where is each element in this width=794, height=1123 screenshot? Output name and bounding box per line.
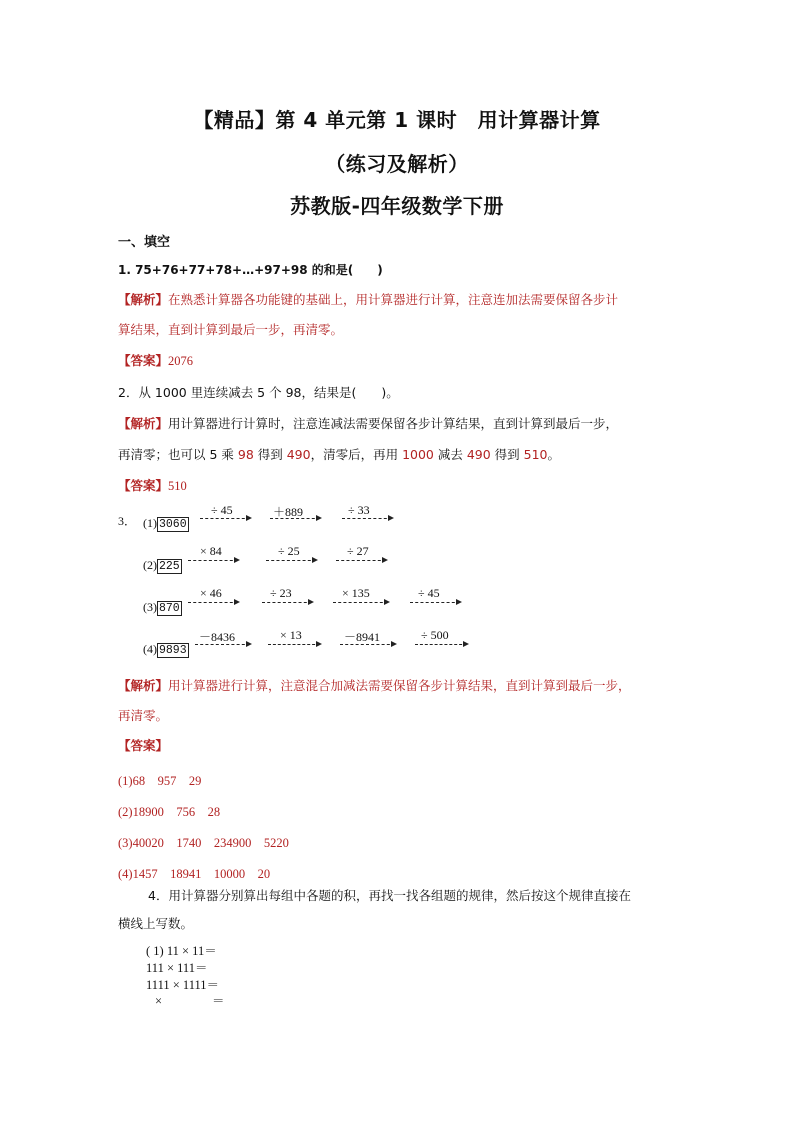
arrow-icon — [266, 560, 316, 561]
q4-line-2: 111 × 111＝ — [146, 961, 208, 975]
q3-answer-3: (3)40020 1740 234900 5220 — [118, 836, 289, 850]
q4-line-1: ( 1) 11 × 11＝ — [146, 944, 217, 958]
q1-answer: 2076 — [168, 354, 194, 368]
q1-jiexi-line1 — [118, 285, 618, 315]
q1-answer-line — [118, 346, 193, 376]
q2-jiexi-text-i: 得到 — [490, 447, 524, 462]
q3-op: × 46 — [200, 586, 222, 600]
q1-question: 1. 75+76+77+78+…+97+98 的和是( ) — [118, 263, 383, 277]
q2-jiexi-num-490: 490 — [286, 447, 311, 462]
q1-jiexi-tag: 【解析】 — [118, 292, 169, 307]
q3-row-label: (1) — [143, 516, 157, 530]
q2-answer-tag: 【答案】 — [118, 478, 169, 493]
q3-start-box: 870 — [159, 602, 180, 615]
arrow-icon — [268, 644, 320, 645]
arrow-icon — [188, 602, 238, 603]
q3-op: × 135 — [342, 586, 370, 600]
q2-jiexi-num-510: 510 — [523, 447, 548, 462]
q4-line-4: × ＝ — [155, 994, 225, 1008]
q1-answer-tag: 【答案】 — [118, 353, 169, 368]
q3-jiexi-line1 — [118, 671, 631, 701]
q3-op: ÷ 33 — [348, 503, 370, 517]
q2-jiexi-text: 用计算器进行计算时，注意连减法需要保留各步计算结果，直到计算到最后一步， — [168, 416, 619, 431]
q2-answer: 510 — [168, 479, 187, 493]
section-heading: 一、填空 — [118, 235, 171, 250]
q2-jiexi-line2 — [118, 440, 560, 470]
q3-answer-tag: 【答案】 — [118, 738, 169, 753]
page-title: 【精品】第 4 单元第 1 课时 用计算器计算 — [193, 108, 601, 132]
q3-row-4 — [143, 638, 189, 658]
q3-start-box: 225 — [159, 560, 180, 573]
arrow-icon — [262, 602, 312, 603]
q1-jiexi-text: 在熟悉计算器各功能键的基础上，用计算器进行计算，注意连加法需要保留各步计 — [168, 292, 619, 307]
page-edition: 苏教版-四年级数学下册 — [290, 194, 504, 218]
q2-jiexi-text-e: ，清零后，再用 — [310, 447, 403, 462]
q3-jiexi-text: 用计算器进行计算，注意混合加减法需要保留各步计算结果，直到计算到最后一步， — [168, 678, 631, 693]
q3-start-box: 3060 — [159, 518, 187, 531]
q2-question: 2．从 1000 里连续减去 5 个 98，结果是( )。 — [118, 385, 399, 400]
q2-jiexi-tag: 【解析】 — [118, 416, 169, 431]
q2-jiexi-num-490b: 490 — [466, 447, 491, 462]
q3-op: ＋889 — [273, 505, 304, 519]
q3-jiexi-line2: 再清零。 — [118, 708, 169, 723]
q2-answer-line — [118, 471, 187, 501]
q3-op: ÷ 23 — [270, 586, 292, 600]
q4-line-3: 1111 × 1111＝ — [146, 978, 220, 992]
arrow-icon — [333, 602, 388, 603]
q3-number: 3． — [118, 514, 137, 528]
q3-op: ÷ 500 — [421, 628, 449, 642]
q3-op: ÷ 27 — [347, 544, 369, 558]
arrow-icon — [200, 518, 250, 519]
q4-question-line2: 横线上写数。 — [118, 916, 194, 931]
q2-jiexi-num-98: 98 — [237, 447, 254, 462]
arrow-icon — [410, 602, 460, 603]
q3-op: ÷ 45 — [211, 503, 233, 517]
q2-jiexi-line1 — [118, 409, 618, 439]
q1-jiexi-line2: 算结果，直到计算到最后一步，再清零。 — [118, 322, 344, 337]
arrow-icon — [415, 644, 467, 645]
arrow-icon — [342, 518, 392, 519]
q4-question-line1: 4．用计算器分别算出每组中各题的积，再找一找各组题的规律，然后按这个规律直接在 — [148, 888, 631, 903]
arrow-icon — [188, 560, 238, 561]
q3-row-label: (4) — [143, 642, 157, 656]
arrow-icon — [336, 560, 386, 561]
q3-answer-1: (1)68 957 29 — [118, 774, 202, 788]
arrow-icon — [340, 644, 395, 645]
q2-jiexi-text-k: 。 — [547, 447, 561, 462]
q3-answer-2: (2)18900 756 28 — [118, 805, 221, 819]
q3-answer-4: (4)1457 18941 10000 20 — [118, 867, 271, 881]
q3-op: × 13 — [280, 628, 302, 642]
q2-jiexi-text-a: 再清零；也可以 5 乘 — [118, 447, 238, 462]
q3-jiexi-tag: 【解析】 — [118, 678, 169, 693]
q3-op: ÷ 45 — [418, 586, 440, 600]
q3-op: －8941 — [344, 630, 381, 644]
q3-start-box: 9893 — [159, 644, 187, 657]
arrow-icon — [195, 644, 250, 645]
q3-row-label: (2) — [143, 558, 157, 572]
q3-row-label: (3) — [143, 600, 157, 614]
q2-jiexi-text-c: 得到 — [253, 447, 287, 462]
q3-row-1 — [143, 512, 189, 532]
q3-row-2 — [143, 554, 182, 574]
q3-op: × 84 — [200, 544, 222, 558]
q3-row-3 — [143, 596, 182, 616]
arrow-icon — [270, 518, 320, 519]
q2-jiexi-num-1000: 1000 — [402, 447, 434, 462]
q3-op: －8436 — [199, 630, 236, 644]
page-subtitle: （练习及解析） — [325, 152, 469, 176]
q2-jiexi-text-g: 减去 — [433, 447, 467, 462]
q3-op: ÷ 25 — [278, 544, 300, 558]
